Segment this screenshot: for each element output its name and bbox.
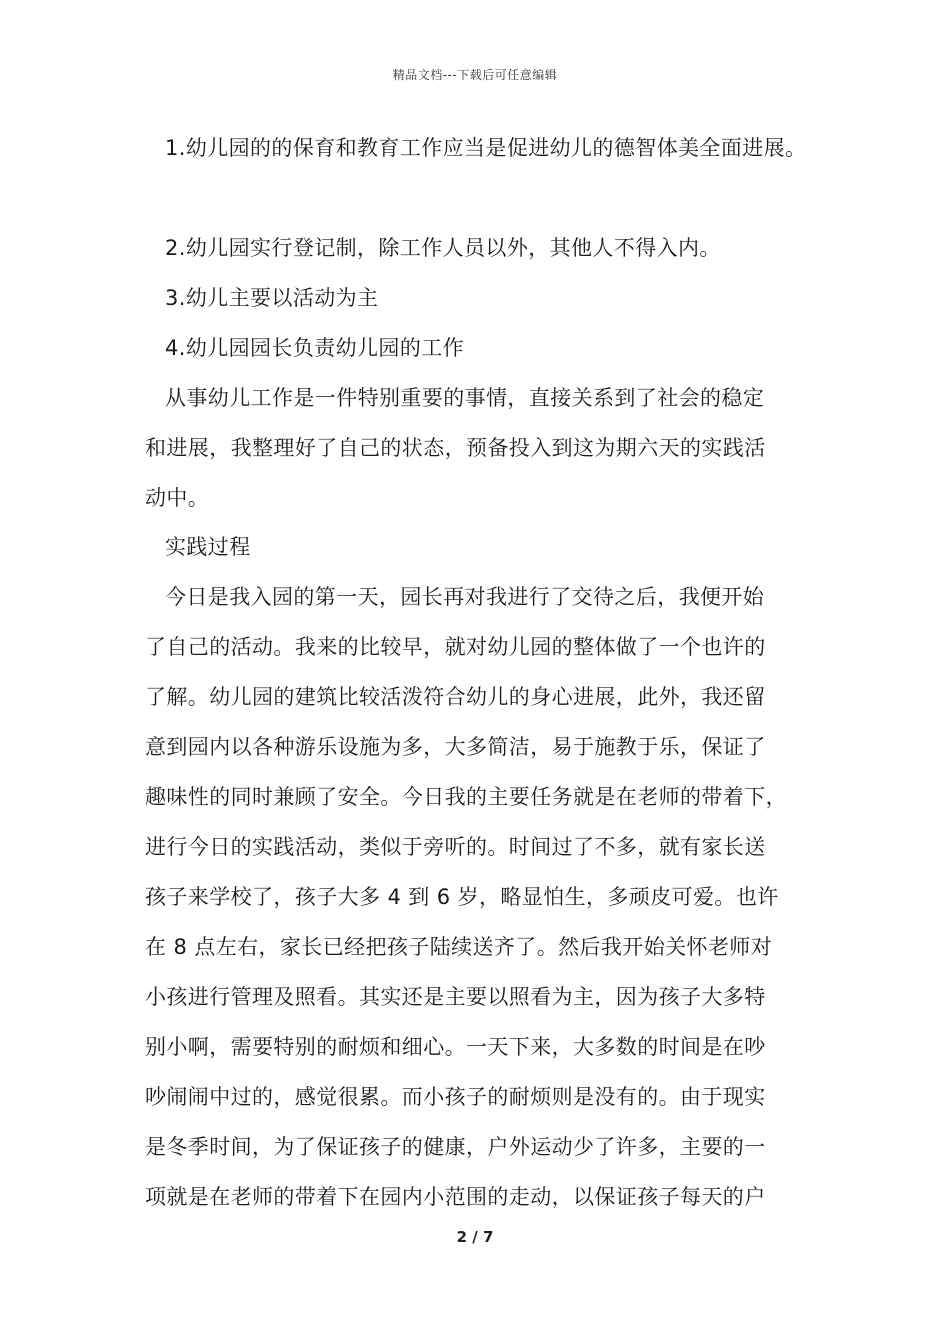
body-paragraph-line: 是冬季时间，为了保证孩子的健康，户外运动少了许多，主要的一 <box>145 1135 766 1159</box>
body-paragraph-line: 今日是我入园的第一天，园长再对我进行了交待之后，我便开始 <box>165 585 765 609</box>
document-header: 精品文档---下载后可任意编辑 <box>392 68 558 82</box>
body-paragraph-line: 了自己的活动。我来的比较早，就对幼儿园的整体做了一个也许的 <box>145 635 766 659</box>
list-item-2: 2.幼儿园实行登记制，除工作人员以外，其他人不得入内。 <box>165 236 721 260</box>
body-paragraph-line: 吵闹闹中过的，感觉很累。而小孩子的耐烦则是没有的。由于现实 <box>145 1085 766 1109</box>
list-item-3: 3.幼儿主要以活动为主 <box>165 286 379 310</box>
body-paragraph-line: 意到园内以各种游乐设施为多，大多简洁，易于施教于乐，保证了 <box>145 735 766 759</box>
body-paragraph-line: 了解。幼儿园的建筑比较活泼符合幼儿的身心进展，此外，我还留 <box>145 685 766 709</box>
body-paragraph-line: 项就是在老师的带着下在园内小范围的走动，以保证孩子每天的户 <box>145 1185 766 1209</box>
page-number: 2 / 7 <box>456 1228 494 1246</box>
intro-paragraph-line: 动中。 <box>145 486 210 510</box>
list-item-1: 1.幼儿园的的保育和教育工作应当是促进幼儿的德智体美全面进展。 <box>165 136 807 160</box>
body-paragraph-line: 进行今日的实践活动，类似于旁听的。时间过了不多，就有家长送 <box>145 835 766 859</box>
list-item-4: 4.幼儿园园长负责幼儿园的工作 <box>165 336 465 360</box>
body-paragraph-line: 孩子来学校了，孩子大多 4 到 6 岁，略显怕生，多顽皮可爱。也许 <box>145 885 779 909</box>
body-paragraph-line: 小孩进行管理及照看。其实还是主要以照看为主，因为孩子大多特 <box>145 985 766 1009</box>
section-heading: 实践过程 <box>165 535 251 559</box>
body-paragraph-line: 在 8 点左右，家长已经把孩子陆续送齐了。然后我开始关怀老师对 <box>145 935 773 959</box>
body-paragraph-line: 趣味性的同时兼顾了安全。今日我的主要任务就是在老师的带着下， <box>145 785 787 809</box>
intro-paragraph-line: 从事幼儿工作是一件特别重要的事情，直接关系到了社会的稳定 <box>165 386 765 410</box>
body-paragraph-line: 别小啊，需要特别的耐烦和细心。一天下来，大多数的时间是在吵 <box>145 1035 766 1059</box>
intro-paragraph-line: 和进展，我整理好了自己的状态，预备投入到这为期六天的实践活 <box>145 436 766 460</box>
